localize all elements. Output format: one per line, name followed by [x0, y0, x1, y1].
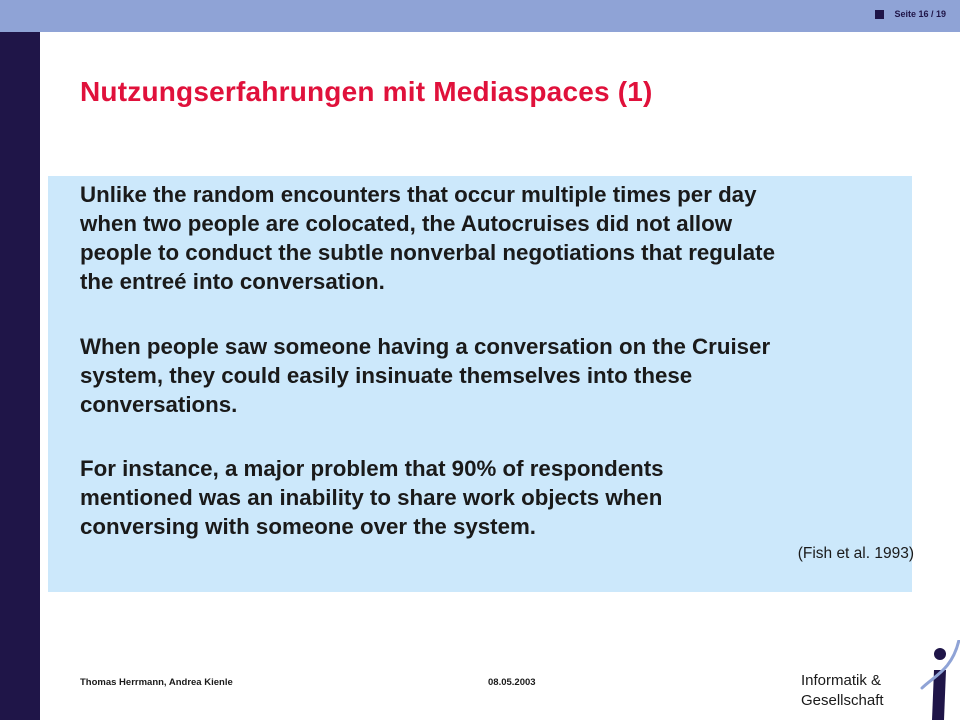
footer-brand: Informatik & Gesellschaft [801, 672, 884, 709]
top-bar [0, 0, 960, 32]
footer-date: 08.05.2003 [488, 677, 536, 688]
footer-authors: Thomas Herrmann, Andrea Kienle [80, 677, 233, 688]
page-number: Seite 16 / 19 [894, 9, 946, 19]
page-marker-icon [875, 10, 884, 19]
citation: (Fish et al. 1993) [797, 545, 914, 562]
informatik-gesellschaft-logo-icon [912, 640, 960, 720]
paragraph-2: When people saw someone having a conversation on the Cruiser system, they could easily insinuate themselves into these conversations. [80, 334, 771, 417]
left-sidebar-bar [0, 32, 40, 720]
paragraph-3: For instance, a major problem that 90% of respondents mentioned was an inability to share work objects when conversing with someone over the system. [80, 456, 664, 539]
page-indicator [875, 9, 946, 19]
paragraph-1: Unlike the random encounters that occur multiple times per day when two people are colocated, the Autocruises did not allow people to conduct the subtle nonverbal negotiations that regulate the entreé into conversation. [80, 182, 775, 294]
slide-title: Nutzungserfahrungen mit Mediaspaces (1) [80, 76, 653, 107]
